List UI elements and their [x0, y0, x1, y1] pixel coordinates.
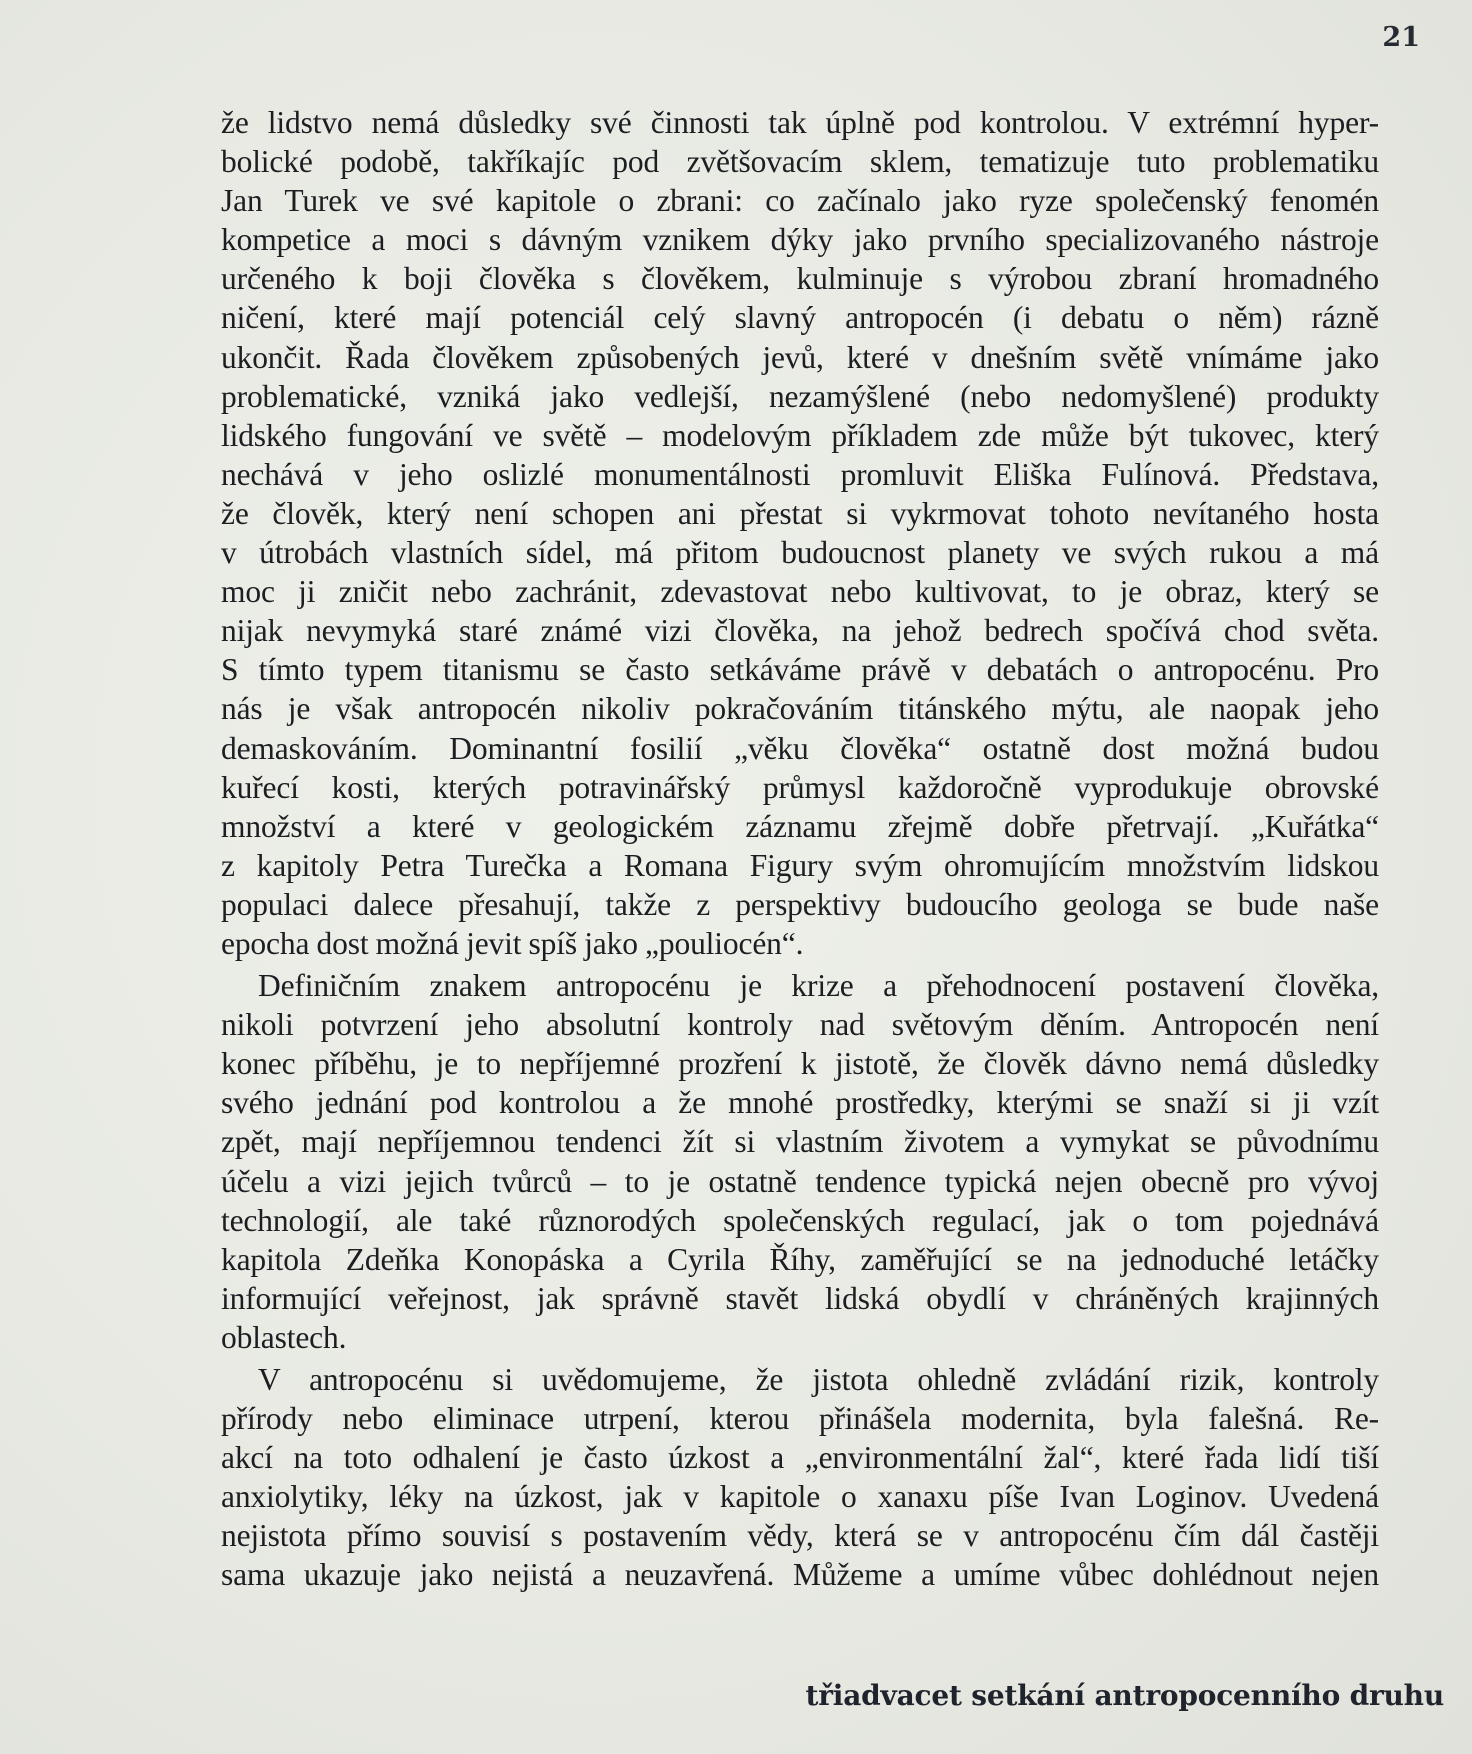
text-line: nijak nevymyká staré známé vizi člověka, na jehož bedrech spočívá chod světa. — [221, 613, 1379, 649]
text-line: demaskováním. Dominantní fosilií „věku člověka“ ostatně dost možná budou — [221, 730, 1379, 766]
text-line: účelu a vizi jejich tvůrců – to je ostatně tendence typická nejen obecně pro vývoj — [221, 1163, 1379, 1199]
paragraph — [221, 966, 1379, 1357]
text-line: lidského fungování ve světě – modelovým příkladem zde může být tukovec, který — [221, 417, 1379, 453]
text-line: zpět, mají nepříjemnou tendenci žít si vlastním životem a vymykat se původnímu — [221, 1124, 1379, 1160]
text-line: kapitola Zdeňka Konopáska a Cyrila Říhy, zaměřující se na jednoduché letáčky — [221, 1241, 1379, 1277]
text-line: že člověk, který není schopen ani přestat si vykrmovat tohoto nevítaného hosta — [221, 495, 1379, 531]
text-line: z kapitoly Petra Turečka a Romana Figury svým ohromujícím množstvím lidskou — [221, 847, 1379, 883]
running-footer: třiadvacet setkání antropocenního druhu — [805, 1679, 1444, 1712]
text-line: S tímto typem titanismu se často setkáváme právě v debatách o antropocénu. Pro — [221, 652, 1379, 688]
text-line: nás je však antropocén nikoliv pokračováním titánského mýtu, ale naopak jeho — [221, 691, 1379, 727]
text-line: ukončit. Řada člověkem způsobených jevů, které v dnešním světě vnímáme jako — [221, 339, 1379, 375]
text-line: množství a které v geologickém záznamu zřejmě dobře přetrvají. „Kuřátka“ — [221, 808, 1379, 844]
text-line: Jan Turek ve své kapitole o zbrani: co začínalo jako ryze společenský fenomén — [221, 183, 1379, 219]
page-number: 21 — [1382, 22, 1420, 53]
text-line: v útrobách vlastních sídel, má přitom budoucnost planety ve svých rukou a má — [221, 535, 1379, 571]
text-line: informující veřejnost, jak správně stavět lidská obydlí v chráněných krajinných — [221, 1280, 1379, 1316]
text-line: akcí na toto odhalení je často úzkost a „environmentální žal“, které řada lidí tiší — [221, 1440, 1379, 1476]
body-text — [221, 103, 1379, 1595]
text-line: že lidstvo nemá důsledky své činnosti tak úplně pod kontrolou. V extrémní hyper- — [221, 105, 1379, 140]
text-line: svého jednání pod kontrolou a že mnohé prostředky, kterými se snaží si ji vzít — [221, 1085, 1379, 1121]
text-line: oblastech. — [221, 1319, 347, 1355]
text-line: anxiolytiky, léky na úzkost, jak v kapitole o xanaxu píše Ivan Loginov. Uvedená — [221, 1479, 1379, 1515]
paragraph — [221, 1360, 1379, 1595]
text-line: V antropocénu si uvědomujeme, že jistota ohledně zvládání rizik, kontroly — [258, 1362, 1379, 1397]
text-line: bolické podobě, takříkajíc pod zvětšovacím sklem, tematizuje tuto problematiku — [221, 144, 1379, 180]
text-line: určeného k boji člověka s člověkem, kulminuje s výrobou zbraní hromadného — [221, 261, 1379, 297]
text-line: nejistota přímo souvisí s postavením vědy, která se v antropocénu čím dál častěji — [221, 1518, 1379, 1554]
text-line: Definičním znakem antropocénu je krize a přehodnocení postavení člověka, — [258, 968, 1379, 1004]
text-line: moc ji zničit nebo zachránit, zdevastovat nebo kultivovat, to je obraz, který se — [221, 574, 1379, 610]
paragraph — [221, 103, 1379, 963]
text-line: nechává v jeho oslizlé monumentálnosti promluvit Eliška Fulínová. Představa, — [221, 456, 1379, 492]
text-line: ničení, které mají potenciál celý slavný antropocén (i debatu o něm) rázně — [221, 300, 1379, 336]
text-line: konec příběhu, je to nepříjemné prozření k jistotě, že člověk dávno nemá důsledky — [221, 1046, 1379, 1082]
text-line: kompetice a moci s dávným vznikem dýky jako prvního specializovaného nástroje — [221, 222, 1379, 258]
text-line: problematické, vzniká jako vedlejší, nezamýšlené (nebo nedomyšlené) produkty — [221, 378, 1379, 414]
text-line: technologií, ale také různorodých společenských regulací, jak o tom pojednává — [221, 1202, 1379, 1238]
text-line: kuřecí kosti, kterých potravinářský průmysl každoročně vyprodukuje obrovské — [221, 769, 1379, 805]
text-line: epocha dost možná jevit spíš jako „pouliocén“. — [221, 925, 804, 961]
text-line: sama ukazuje jako nejistá a neuzavřená. Můžeme a umíme vůbec dohlédnout nejen — [221, 1557, 1379, 1593]
text-line: přírody nebo eliminace utrpení, kterou přinášela modernita, byla falešná. Re- — [221, 1401, 1379, 1437]
text-line: populaci dalece přesahují, takže z perspektivy budoucího geologa se bude naše — [221, 886, 1379, 922]
text-line: nikoli potvrzení jeho absolutní kontroly nad světovým děním. Antropocén není — [221, 1007, 1379, 1043]
